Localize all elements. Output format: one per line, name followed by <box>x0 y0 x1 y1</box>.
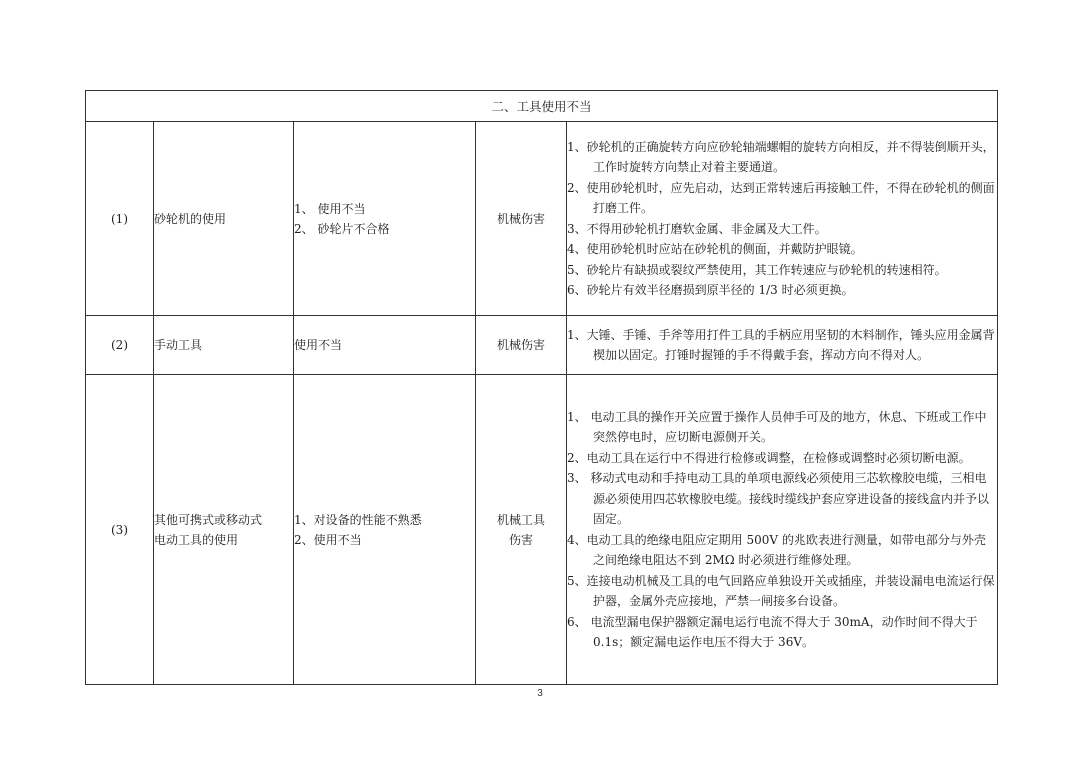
item-line: 手动工具 <box>154 338 203 352</box>
measure-item: 5、连接电动机械及工具的电气回路应单独设开关或插座，并装设漏电电流运行保护器，金属外壳应接地，严禁一闸接多台设备。 <box>567 573 995 608</box>
measure-item: 6、砂轮片有效半径磨损到原半径的 1/3 时必须更换。 <box>567 283 854 297</box>
cause-line: 使用不当 <box>294 338 343 352</box>
harm-line: 伤害 <box>508 532 533 547</box>
harm-cell <box>476 316 567 375</box>
measures-cell <box>567 122 998 316</box>
measure-item: 6、 电流型漏电保护器额定漏电运行电流不得大于 30mA，动作时间不得大于 0.1s；额定漏电运作电压不得大于 36V。 <box>567 614 978 649</box>
measure-item: 3、 移动式电动和手持电动工具的单项电源线必须使用三芯软橡胶电缆，三相电源必须使用四芯软橡胶电缆。接线时缆线护套应穿进设备的接线盒内并予以固定。 <box>567 471 990 526</box>
cause-cell <box>294 316 476 375</box>
table-row <box>86 122 998 316</box>
measure-item: 1、 电动工具的操作开关应置于操作人员伸手可及的地方，休息、下班或工作中突然停电时，应切断电源侧开关。 <box>567 409 987 444</box>
item-line: 电动工具的使用 <box>154 532 239 547</box>
measures-cell <box>567 375 998 685</box>
measures-list <box>567 325 997 366</box>
measure-item: 2、电动工具在运行中不得进行检修或调整，在检修或调整时必须切断电源。 <box>567 450 971 465</box>
row-number: (3) <box>86 375 154 685</box>
measure-item: 4、使用砂轮机时应站在砂轮机的侧面，并戴防护眼镜。 <box>567 242 863 256</box>
item-cell <box>154 375 294 685</box>
item-line: 砂轮机的使用 <box>154 211 227 226</box>
measure-item: 3、不得用砂轮机打磨软金属、非金属及大工件。 <box>567 221 827 236</box>
item-cell <box>154 316 294 375</box>
section-title-row <box>86 91 998 122</box>
measure-item: 4、电动工具的绝缘电阻应定期用 500V 的兆欧表进行测量，如带电部分与外壳之间绝缘电阻达不到 2MΩ 时必须进行维修处理。 <box>567 532 986 567</box>
harm-line: 机械伤害 <box>496 211 545 226</box>
section-title: 二、工具使用不当 <box>86 91 998 122</box>
item-cell <box>154 122 294 316</box>
harm-cell <box>476 122 567 316</box>
cause-cell <box>294 122 476 316</box>
measures-list <box>567 137 997 301</box>
harm-line: 机械工具 <box>496 512 545 527</box>
table-row <box>86 316 998 375</box>
cause-line: 2、 砂轮片不合格 <box>294 221 390 236</box>
measures-cell <box>567 316 998 375</box>
cause-line: 2、使用不当 <box>294 532 362 547</box>
item-line: 其他可携式或移动式 <box>154 512 263 527</box>
page-number: 3 <box>537 688 543 699</box>
row-number: (1) <box>86 122 154 316</box>
measure-item: 2、使用砂轮机时，应先启动，达到正常转速后再接触工件，不得在砂轮机的侧面打磨工件。 <box>567 180 995 215</box>
row-number: (2) <box>86 316 154 375</box>
measures-list <box>567 407 997 653</box>
measure-item: 1、砂轮机的正确旋转方向应砂轮轴端螺帽的旋转方向相反，并不得装倒顺开头，工作时旋转方向禁止对着主要通道。 <box>567 139 995 174</box>
table-row <box>86 375 998 685</box>
cause-line: 1、 使用不当 <box>294 201 366 216</box>
harm-line: 机械伤害 <box>496 338 545 352</box>
hazard-table <box>85 90 998 685</box>
cause-cell <box>294 375 476 685</box>
harm-cell <box>476 375 567 685</box>
cause-line: 1、对设备的性能不熟悉 <box>294 512 422 527</box>
measure-item: 1、大锤、手锤、手斧等用打件工具的手柄应用坚韧的木料制作，锤头应用金属背楔加以固定。打锤时握锤的手不得戴手套，挥动方向不得对人。 <box>567 327 995 362</box>
measure-item: 5、砂轮片有缺损或裂纹严禁使用，其工作转速应与砂轮机的转速相符。 <box>567 262 947 277</box>
